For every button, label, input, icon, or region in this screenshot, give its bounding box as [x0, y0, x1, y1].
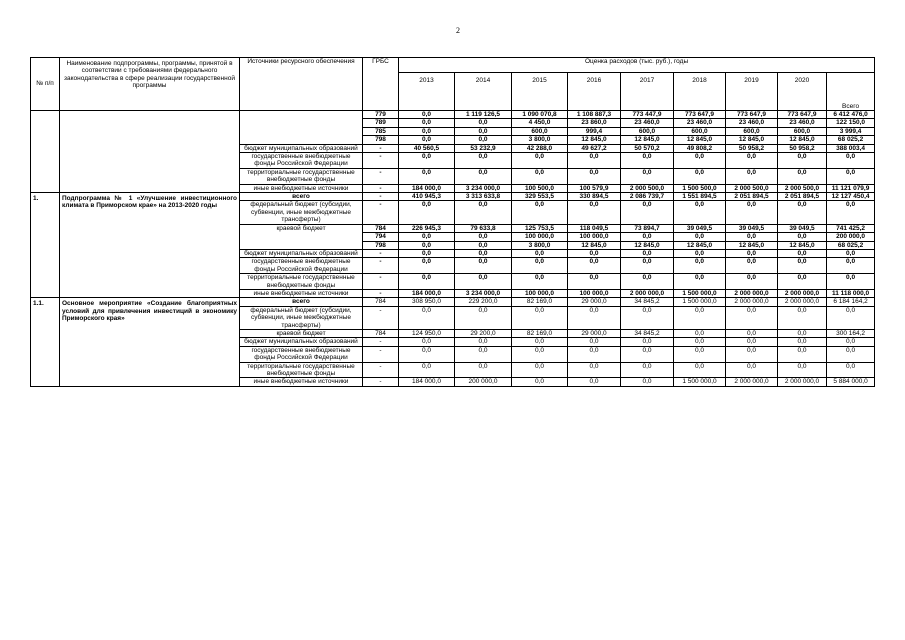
program-name: Подпрограмма № 1 «Улучшение инвестиционного климата в Приморском крае» на 2013-2020 годы	[60, 193, 240, 298]
year-2016: 2016	[568, 73, 621, 111]
row-number	[31, 111, 60, 193]
row-number: 1.	[31, 193, 60, 298]
year-value: 3 800,0	[512, 241, 568, 249]
grbs-code: 784	[363, 224, 399, 232]
year-value: 0,0	[455, 136, 512, 144]
year-value: 12 845,0	[621, 241, 674, 249]
year-value: 0,0	[778, 201, 827, 224]
year-value: 2 000 000,0	[726, 378, 778, 386]
table-row	[31, 111, 875, 119]
year-value: 23 460,0	[674, 119, 726, 127]
year-value: 0,0	[399, 119, 455, 127]
year-value: 0,0	[568, 168, 621, 184]
year-value: 29 000,0	[568, 298, 621, 306]
year-value: 1 090 070,8	[512, 111, 568, 119]
year-value: 0,0	[778, 274, 827, 290]
year-value: 118 049,5	[568, 224, 621, 232]
year-value: 2 000 000,0	[726, 298, 778, 306]
year-value: 82 169,0	[512, 298, 568, 306]
year-value: 1 119 126,5	[455, 111, 512, 119]
budget-table	[30, 57, 875, 387]
source-label: территориальные государственные внебюджетные фонды	[240, 362, 363, 378]
year-value: 184 000,0	[399, 184, 455, 192]
year-value: 0,0	[568, 201, 621, 224]
total-value: 0,0	[827, 362, 875, 378]
total-value: 0,0	[827, 153, 875, 169]
source-label: федеральный бюджет (субсидии, субвенции, иные межбюджетные трансферты)	[240, 201, 363, 224]
source-label: бюджет муниципальных образований	[240, 338, 363, 346]
total-value: 3 999,4	[827, 127, 875, 135]
year-value: 0,0	[455, 249, 512, 257]
year-value: 0,0	[726, 201, 778, 224]
year-value: 0,0	[726, 233, 778, 241]
year-value: 0,0	[674, 168, 726, 184]
grbs-code: -	[363, 184, 399, 192]
year-value: 0,0	[455, 201, 512, 224]
source-label: иные внебюджетные источники	[240, 378, 363, 386]
year-value: 12 845,0	[674, 241, 726, 249]
year-value: 3 800,0	[512, 136, 568, 144]
year-value: 0,0	[455, 153, 512, 169]
year-value: 0,0	[568, 338, 621, 346]
year-value: 2 051 894,5	[778, 193, 827, 201]
grbs-code: -	[363, 338, 399, 346]
year-value: 100 579,9	[568, 184, 621, 192]
grbs-code: -	[363, 168, 399, 184]
year-value: 0,0	[399, 136, 455, 144]
year-value: 0,0	[621, 362, 674, 378]
year-value: 0,0	[568, 258, 621, 274]
year-value: 0,0	[674, 249, 726, 257]
year-value: 0,0	[399, 233, 455, 241]
grbs-code: -	[363, 201, 399, 224]
year-2015: 2015	[512, 73, 568, 111]
grbs-code: 779	[363, 111, 399, 119]
source-label: бюджет муниципальных образований	[240, 144, 363, 152]
grbs-code: -	[363, 153, 399, 169]
year-value: 0,0	[399, 338, 455, 346]
year-value: 410 945,3	[399, 193, 455, 201]
table-row	[31, 193, 875, 201]
year-value: 0,0	[399, 306, 455, 329]
year-value: 0,0	[512, 306, 568, 329]
source-label: иные внебюджетные источники	[240, 184, 363, 192]
year-value: 0,0	[455, 362, 512, 378]
year-value: 3 313 633,8	[455, 193, 512, 201]
grbs-code: 794	[363, 233, 399, 241]
year-value: 0,0	[512, 346, 568, 362]
year-value: 0,0	[568, 306, 621, 329]
year-value: 4 450,0	[512, 119, 568, 127]
year-value: 12 845,0	[568, 241, 621, 249]
year-value: 0,0	[621, 233, 674, 241]
year-value: 200 000,0	[455, 378, 512, 386]
year-value: 12 845,0	[778, 136, 827, 144]
year-value: 773 647,9	[674, 111, 726, 119]
year-2013: 2013	[399, 73, 455, 111]
year-value: 0,0	[778, 362, 827, 378]
year-value: 2 000 000,0	[621, 289, 674, 297]
year-value: 0,0	[778, 153, 827, 169]
year-value: 100 500,0	[512, 184, 568, 192]
year-value: 0,0	[621, 274, 674, 290]
year-2020: 2020	[778, 73, 827, 111]
year-value: 0,0	[455, 306, 512, 329]
year-value: 0,0	[674, 362, 726, 378]
source-label: бюджет муниципальных образований	[240, 249, 363, 257]
year-value: 39 049,5	[778, 224, 827, 232]
year-value: 23 860,0	[568, 119, 621, 127]
year-value: 0,0	[621, 338, 674, 346]
year-value: 34 845,2	[621, 329, 674, 337]
year-value: 2 000 000,0	[726, 289, 778, 297]
source-label: государственные внебюджетные фонды Российской Федерации	[240, 153, 363, 169]
year-value: 0,0	[621, 249, 674, 257]
grbs-code: 785	[363, 127, 399, 135]
year-value: 229 200,0	[455, 298, 512, 306]
year-value: 49 808,2	[674, 144, 726, 152]
year-value: 82 169,0	[512, 329, 568, 337]
grbs-code: 798	[363, 241, 399, 249]
year-value: 0,0	[674, 201, 726, 224]
year-value: 0,0	[778, 329, 827, 337]
year-value: 42 288,0	[512, 144, 568, 152]
year-value: 0,0	[568, 153, 621, 169]
year-value: 2 000 000,0	[778, 298, 827, 306]
grbs-code: -	[363, 193, 399, 201]
year-value: 0,0	[568, 346, 621, 362]
year-value: 0,0	[399, 346, 455, 362]
source-label	[240, 111, 363, 145]
year-value: 0,0	[778, 249, 827, 257]
year-value: 0,0	[674, 153, 726, 169]
year-value: 12 845,0	[674, 136, 726, 144]
year-value: 0,0	[726, 249, 778, 257]
year-2018: 2018	[674, 73, 726, 111]
total-value: 11 121 079,9	[827, 184, 875, 192]
year-value: 600,0	[778, 127, 827, 135]
year-value: 34 845,2	[621, 298, 674, 306]
year-value: 600,0	[621, 127, 674, 135]
year-2019: 2019	[726, 73, 778, 111]
grbs-code: -	[363, 362, 399, 378]
year-total: Всего	[827, 73, 875, 111]
year-value: 0,0	[399, 111, 455, 119]
year-value: 600,0	[674, 127, 726, 135]
year-value: 0,0	[674, 346, 726, 362]
year-value: 0,0	[778, 233, 827, 241]
source-label: иные внебюджетные источники	[240, 289, 363, 297]
year-value: 125 753,5	[512, 224, 568, 232]
year-value: 999,4	[568, 127, 621, 135]
year-value: 3 234 000,0	[455, 289, 512, 297]
total-value: 12 127 450,4	[827, 193, 875, 201]
total-value: 388 003,4	[827, 144, 875, 152]
year-value: 23 460,0	[778, 119, 827, 127]
year-value: 330 894,5	[568, 193, 621, 201]
year-value: 0,0	[778, 338, 827, 346]
year-value: 0,0	[621, 258, 674, 274]
year-value: 50 958,2	[778, 144, 827, 152]
year-value: 2 051 894,5	[726, 193, 778, 201]
source-label: краевой бюджет	[240, 329, 363, 337]
year-value: 0,0	[726, 274, 778, 290]
year-value: 100 000,0	[512, 233, 568, 241]
total-value: 0,0	[827, 201, 875, 224]
year-value: 1 500 000,0	[674, 378, 726, 386]
year-value: 226 945,3	[399, 224, 455, 232]
year-value: 308 950,0	[399, 298, 455, 306]
year-value: 0,0	[399, 153, 455, 169]
year-value: 0,0	[568, 362, 621, 378]
source-label: государственные внебюджетные фонды Российской Федерации	[240, 258, 363, 274]
year-value: 1 500 000,0	[674, 289, 726, 297]
source-label: всего	[240, 193, 363, 201]
year-2014: 2014	[455, 73, 512, 111]
year-value: 1 500 000,0	[674, 298, 726, 306]
year-value: 50 958,2	[726, 144, 778, 152]
source-label: всего	[240, 298, 363, 306]
year-value: 0,0	[674, 233, 726, 241]
year-value: 184 000,0	[399, 289, 455, 297]
total-value: 68 025,2	[827, 136, 875, 144]
source-label: краевой бюджет	[240, 224, 363, 249]
total-value: 11 118 000,0	[827, 289, 875, 297]
year-value: 40 560,5	[399, 144, 455, 152]
year-value: 0,0	[778, 168, 827, 184]
year-value: 23 460,0	[726, 119, 778, 127]
program-name: Основное мероприятие «Создание благоприятных условий для привлечения инвестиций в экономику Приморского края»	[60, 298, 240, 386]
year-value: 0,0	[674, 329, 726, 337]
year-value: 600,0	[512, 127, 568, 135]
year-value: 0,0	[455, 258, 512, 274]
total-value: 0,0	[827, 258, 875, 274]
grbs-code: -	[363, 258, 399, 274]
source-label: государственные внебюджетные фонды Российской Федерации	[240, 346, 363, 362]
year-value: 0,0	[512, 168, 568, 184]
year-value: 0,0	[726, 258, 778, 274]
year-value: 29 200,0	[455, 329, 512, 337]
total-value: 0,0	[827, 346, 875, 362]
header-source: Источники ресурсного обеспечения	[240, 58, 363, 111]
year-value: 0,0	[455, 346, 512, 362]
year-value: 39 049,5	[726, 224, 778, 232]
year-value: 100 000,0	[568, 233, 621, 241]
year-value: 0,0	[568, 274, 621, 290]
source-label: территориальные государственные внебюджетные фонды	[240, 168, 363, 184]
year-value: 0,0	[726, 329, 778, 337]
grbs-code: -	[363, 289, 399, 297]
year-value: 2 000 000,0	[778, 378, 827, 386]
year-value: 0,0	[399, 258, 455, 274]
year-value: 0,0	[621, 378, 674, 386]
year-value: 0,0	[568, 249, 621, 257]
total-value: 68 025,2	[827, 241, 875, 249]
year-value: 12 845,0	[568, 136, 621, 144]
year-value: 0,0	[512, 249, 568, 257]
total-value: 0,0	[827, 168, 875, 184]
year-value: 0,0	[674, 274, 726, 290]
year-value: 12 845,0	[726, 241, 778, 249]
year-value: 0,0	[726, 168, 778, 184]
source-label: территориальные государственные внебюджетные фонды	[240, 274, 363, 290]
year-value: 0,0	[455, 274, 512, 290]
year-value: 0,0	[621, 201, 674, 224]
year-value: 0,0	[455, 241, 512, 249]
year-value: 0,0	[455, 233, 512, 241]
year-value: 0,0	[455, 168, 512, 184]
year-value: 1 108 887,3	[568, 111, 621, 119]
grbs-code: -	[363, 346, 399, 362]
row-number: 1.1.	[31, 298, 60, 386]
year-value: 1 551 894,5	[674, 193, 726, 201]
year-value: 29 000,0	[568, 329, 621, 337]
grbs-code: -	[363, 144, 399, 152]
year-value: 3 234 000,0	[455, 184, 512, 192]
year-value: 0,0	[726, 338, 778, 346]
year-value: 0,0	[399, 362, 455, 378]
year-value: 0,0	[512, 201, 568, 224]
header-grbs: ГРБС	[363, 58, 399, 111]
year-value: 2 000 500,0	[621, 184, 674, 192]
total-value: 6 412 476,0	[827, 111, 875, 119]
year-2017: 2017	[621, 73, 674, 111]
year-value: 0,0	[512, 258, 568, 274]
grbs-code: -	[363, 306, 399, 329]
year-value: 0,0	[726, 306, 778, 329]
year-value: 0,0	[455, 119, 512, 127]
year-value: 0,0	[674, 338, 726, 346]
year-value: 2 086 739,7	[621, 193, 674, 201]
year-value: 100 000,0	[512, 289, 568, 297]
total-value: 0,0	[827, 338, 875, 346]
year-value: 0,0	[621, 168, 674, 184]
total-value: 200 000,0	[827, 233, 875, 241]
grbs-code: -	[363, 274, 399, 290]
year-value: 0,0	[399, 201, 455, 224]
year-value: 73 894,7	[621, 224, 674, 232]
year-value: 1 500 500,0	[674, 184, 726, 192]
header-estimate: Оценка расходов (тыс. руб.), годы	[399, 58, 875, 73]
year-value: 79 633,8	[455, 224, 512, 232]
year-value: 0,0	[726, 153, 778, 169]
year-value: 12 845,0	[778, 241, 827, 249]
year-value: 184 000,0	[399, 378, 455, 386]
grbs-code: 784	[363, 298, 399, 306]
total-value: 122 150,0	[827, 119, 875, 127]
year-value: 0,0	[621, 306, 674, 329]
year-value: 0,0	[674, 258, 726, 274]
page-number: 2	[456, 26, 460, 35]
year-value: 0,0	[726, 346, 778, 362]
year-value: 23 460,0	[621, 119, 674, 127]
year-value: 0,0	[399, 274, 455, 290]
year-value: 49 627,2	[568, 144, 621, 152]
table-row	[31, 298, 875, 306]
year-value: 53 232,9	[455, 144, 512, 152]
total-value: 6 184 164,2	[827, 298, 875, 306]
header-row	[31, 58, 875, 73]
program-name	[60, 111, 240, 193]
total-value: 300 164,2	[827, 329, 875, 337]
year-value: 124 950,0	[399, 329, 455, 337]
year-value: 0,0	[512, 362, 568, 378]
total-value: 0,0	[827, 306, 875, 329]
year-value: 0,0	[512, 153, 568, 169]
year-value: 600,0	[726, 127, 778, 135]
year-value: 0,0	[399, 127, 455, 135]
year-value: 0,0	[621, 153, 674, 169]
year-value: 39 049,5	[674, 224, 726, 232]
year-value: 0,0	[512, 274, 568, 290]
year-value: 329 553,5	[512, 193, 568, 201]
grbs-code: 798	[363, 136, 399, 144]
year-value: 773 447,9	[621, 111, 674, 119]
year-value: 2 000 000,0	[778, 289, 827, 297]
year-value: 0,0	[512, 338, 568, 346]
year-value: 2 000 500,0	[778, 184, 827, 192]
grbs-code: 784	[363, 329, 399, 337]
grbs-code: 789	[363, 119, 399, 127]
year-value: 0,0	[512, 378, 568, 386]
year-value: 0,0	[778, 258, 827, 274]
total-value: 0,0	[827, 249, 875, 257]
year-value: 773 647,9	[726, 111, 778, 119]
grbs-code: -	[363, 378, 399, 386]
year-value: 0,0	[455, 127, 512, 135]
year-value: 0,0	[778, 346, 827, 362]
year-value: 50 570,2	[621, 144, 674, 152]
year-value: 12 845,0	[621, 136, 674, 144]
year-value: 0,0	[455, 338, 512, 346]
year-value: 0,0	[399, 249, 455, 257]
total-value: 741 425,2	[827, 224, 875, 232]
year-value: 2 000 500,0	[726, 184, 778, 192]
year-value: 0,0	[674, 306, 726, 329]
header-num: № п/п	[31, 58, 60, 111]
source-label: федеральный бюджет (субсидии, субвенции, иные межбюджетные трансферты)	[240, 306, 363, 329]
year-value: 100 000,0	[568, 289, 621, 297]
grbs-code: -	[363, 249, 399, 257]
year-value: 0,0	[726, 362, 778, 378]
year-value: 0,0	[399, 241, 455, 249]
year-value: 0,0	[399, 168, 455, 184]
year-value: 0,0	[778, 306, 827, 329]
total-value: 5 884 000,0	[827, 378, 875, 386]
year-value: 773 647,9	[778, 111, 827, 119]
year-value: 12 845,0	[726, 136, 778, 144]
total-value: 0,0	[827, 274, 875, 290]
header-name: Наименование подпрограммы, программы, принятой в соответствии с требованиями федерального законодательства в сфере реализации государственной программы	[60, 58, 240, 111]
year-value: 0,0	[568, 378, 621, 386]
year-value: 0,0	[621, 346, 674, 362]
